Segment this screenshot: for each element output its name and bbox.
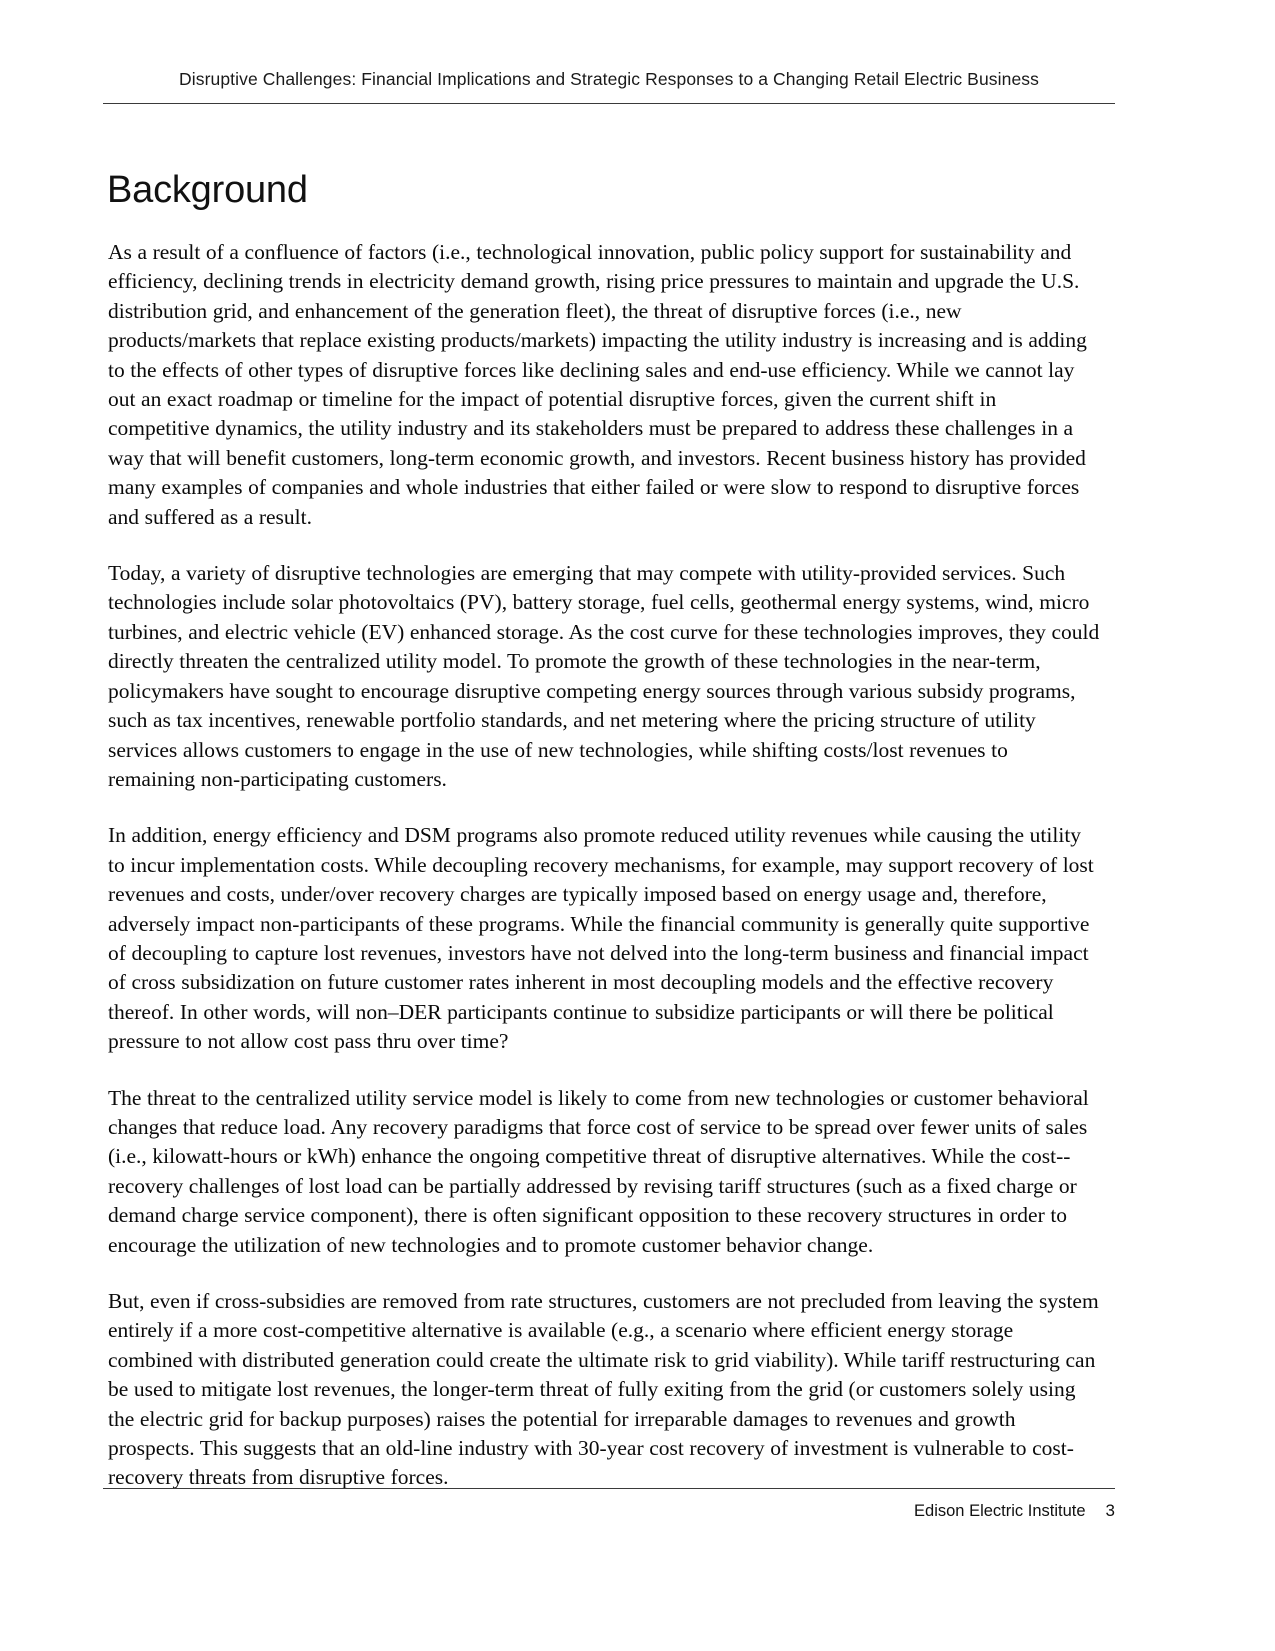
paragraph: Today, a variety of disruptive technologies are emerging that may compete with utility-provided services. Such technologies include solar photovoltaics (PV), battery storage, fuel cells, geothermal energy systems, wind, micro turbines, and electric vehicle (EV) enhanced storage. As the cost curve for these technologies improves, they could directly threaten the centralized utility model. To promote the growth of these technologies in the near-term, policymakers have sought to encourage disruptive competing energy sources through various subsidy programs, such as tax incentives, renewable portfolio standards, and net metering where the pricing structure of utility services allows customers to engage in the use of new technologies, while shifting costs/lost revenues to remaining non-participating customers. xyxy=(108,561,1100,791)
header-divider xyxy=(103,103,1115,104)
page-title: Background xyxy=(107,169,308,211)
paragraph: In addition, energy efficiency and DSM programs also promote reduced utility revenues while causing the utility to incur implementation costs. While decoupling recovery mechanisms, for example, may support recovery of lost revenues and costs, under/over recovery charges are typically imposed based on energy usage and, therefore, adversely impact non-participants of these programs. While the financial community is generally quite supportive of decoupling to capture lost revenues, investors have not delved into the long-term business and financial impact of cross subsidization on future customer rates inherent in most decoupling models and the effective recovery thereof. In other words, will non–DER participants continue to subsidize participants or will there be political pressure to not allow cost pass thru over time? xyxy=(108,823,1094,1054)
paragraph: As a result of a confluence of factors (i.e., technological innovation, public policy support for sustainability and efficiency, declining trends in electricity demand growth, rising price pressures to maintain and upgrade the U.S. distribution grid, and enhancement of the generation fleet), the threat of disruptive forces (i.e., new products/markets that replace existing products/markets) impacting the utility industry is increasing and is adding to the effects of other types of disruptive forces like declining sales and end-use efficiency. While we cannot lay out an exact roadmap or timeline for the impact of potential disruptive forces, given the current shift in competitive dynamics, the utility industry and its stakeholders must be prepared to address these challenges in a way that will benefit customers, long-term economic growth, and investors. Recent business history has provided many examples of companies and whole industries that either failed or were slow to respond to disruptive forces and suffered as a result. xyxy=(108,240,1087,529)
running-header xyxy=(103,68,1115,90)
body-content xyxy=(108,238,1100,1493)
running-footer xyxy=(103,1500,1115,1522)
paragraph: The threat to the centralized utility service model is likely to come from new technologies or customer behavioral changes that reduce load. Any recovery paradigms that force cost of service to be spread over fewer units of sales (i.e., kilowatt-hours or kWh) enhance the ongoing competitive threat of disruptive alternatives. While the cost--recovery challenges of lost load can be partially addressed by revising tariff structures (such as a fixed charge or demand charge service component), there is often significant opposition to these recovery structures in order to encourage the utilization of new technologies and to promote customer behavior change. xyxy=(108,1085,1089,1257)
page-number: 3 xyxy=(1105,1501,1115,1520)
paragraph: But, even if cross-subsidies are removed from rate structures, customers are not precluded from leaving the system entirely if a more cost-competitive alternative is available (e.g., a scenario where efficient energy storage combined with distributed generation could create the ultimate risk to grid viability). While tariff restructuring can be used to mitigate lost revenues, the longer-term threat of fully exiting from the grid (or customers solely using the electric grid for backup purposes) raises the potential for irreparable damages to revenues and growth prospects. This suggests that an old-line industry with 30-year cost recovery of investment is vulnerable to cost-recovery threats from disruptive forces. xyxy=(108,1289,1099,1490)
footer-divider xyxy=(103,1488,1115,1489)
running-header-title: Disruptive Challenges: Financial Implications and Strategic Responses to a Changing Retail Electric Business xyxy=(179,69,1039,89)
footer-organization: Edison Electric Institute xyxy=(914,1502,1086,1520)
